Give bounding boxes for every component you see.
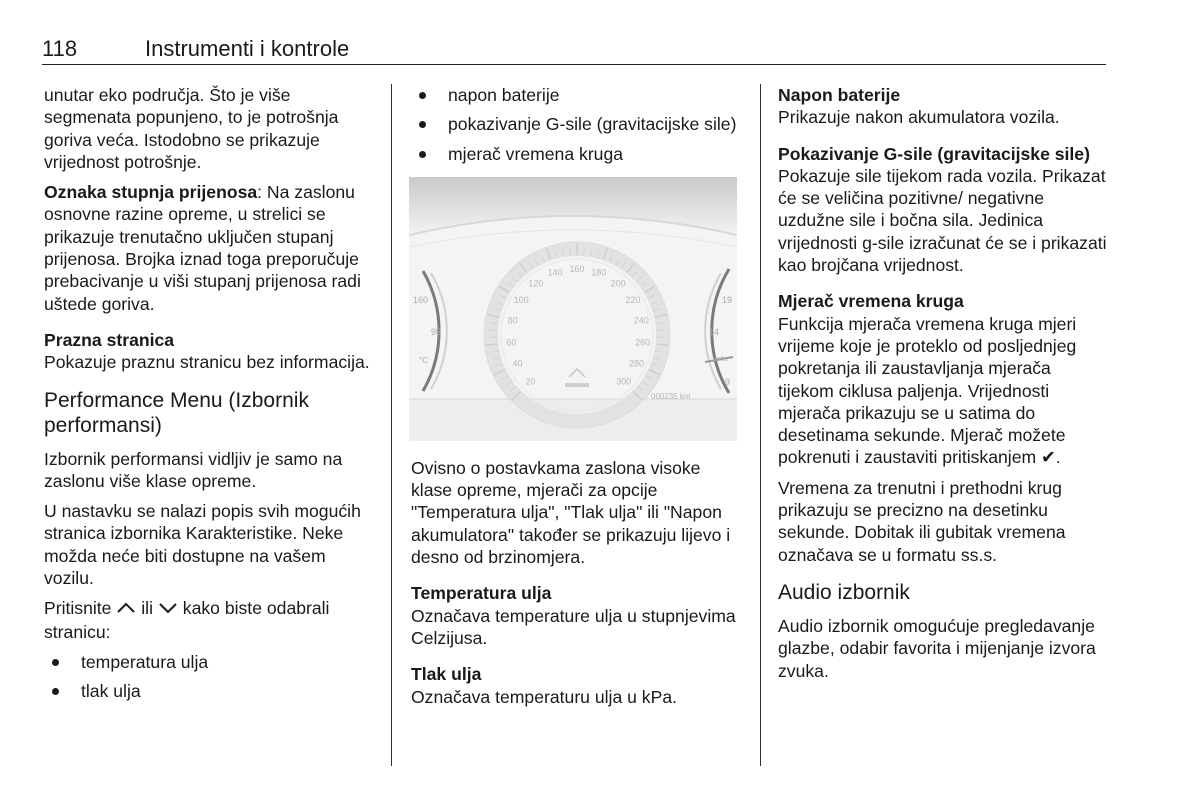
list-item-label: mjerač vremena kruga [448, 143, 624, 164]
left-gauge-tick: 95 [431, 326, 442, 337]
speedometer-tick-label: 20 [525, 376, 536, 387]
blank-page-text: Pokazuje praznu stranicu bez informacija. [44, 352, 370, 373]
check-icon: ✔ [1041, 447, 1056, 468]
right-gauge-tick: 19 [722, 294, 733, 305]
column-divider [391, 84, 392, 766]
intro-paragraph: unutar eko područja. Što je više segmenata popunjeno, to je potrošnja goriva veća. Istodobno se prikazuje vrijednost potrošnje. [44, 85, 339, 172]
page-header [42, 34, 1106, 65]
performance-paragraph-2: U nastavku se nalazi popis svih mogućih stranica izbornika Karakteristike. Neke možda neće biti dostupne na vašem vozilu. [44, 501, 361, 589]
lap-timer-paragraph [778, 313, 1110, 469]
speedometer-tick-label: 120 [528, 278, 544, 289]
speedometer-tick-label: 280 [628, 358, 645, 369]
chevron-down-icon [158, 598, 178, 620]
odometer-readout: 000235 km [651, 391, 691, 401]
oil-temperature-heading: Temperatura ulja [411, 583, 552, 604]
blank-page-heading: Prazna stranica [44, 329, 175, 350]
speedometer-tick-label: 200 [610, 278, 626, 289]
bullet-icon [52, 688, 59, 695]
performance-heading: Performance Menu (Izbornik performansi) [44, 388, 309, 437]
press-after: kako biste odabrali stranicu: [44, 598, 330, 642]
gauge-options-paragraph: Ovisno o postavkama zaslona visoke klase opreme, mjerači za opcije "Temperatura ulja", "Tlak ulja" ili "Napon akumulatora" također se prikazuju lijevo i desno od brzinomjera. [411, 457, 731, 568]
press-or: ili [141, 598, 153, 619]
list-item-label: napon baterije [448, 85, 560, 105]
speedometer-tick-label: 80 [507, 315, 518, 326]
right-gauge-unit: volts [713, 355, 728, 363]
gear-text: : Na zaslonu osnovne razine opreme, u strelici se prikazuje trenutačno uključen stupanj prijenosa. Brojka iznad toga preporučuje prebacivanje u viši stupanj prijenosa radi uštede goriva. [44, 182, 361, 314]
speedometer-tick-label: 260 [635, 337, 651, 348]
left-gauge-unit: °C [419, 355, 428, 365]
list-item [411, 143, 743, 165]
list-item [411, 84, 743, 106]
column-divider [760, 84, 761, 766]
list-item [411, 113, 743, 135]
instrument-cluster-illustration [409, 177, 737, 441]
battery-text: Prikazuje nakon akumulatora vozila. [778, 107, 1060, 128]
column-right [778, 84, 1110, 682]
lap-timer-paragraph-2: Vremena za trenutni i prethodni krug prikazuju se precizno na desetinku sekunde. Dobitak ili gubitak vremena označava se u formatu ss.s. [778, 477, 1066, 565]
column-left [44, 84, 374, 710]
speedometer-tick-label: 220 [625, 294, 641, 305]
speedometer-tick-label: 180 [591, 267, 607, 278]
oil-pressure-text: Označava temperaturu ulja u kPa. [411, 686, 678, 707]
lap-timer-text: Funkcija mjerača vremena kruga mjeri vrijeme koje je proteklo od posljednjeg pokretanja ili zaustavljanja mjerača tijekom ciklusa paljenja. Vrijednosti mjerača prikazuju se u satima do desetinama sekunde. Mjerač možete pokrenuti i zaustaviti pritiskanjem [778, 313, 1077, 468]
page-number: 118 [42, 36, 78, 61]
speedometer-tick-label: 100 [513, 294, 529, 305]
gear-label: Oznaka stupnja prijenosa [44, 182, 258, 203]
bullet-icon [52, 659, 59, 666]
performance-paragraph-1: Izbornik performansi vidljiv je samo na zaslonu više klase opreme. [44, 448, 343, 491]
speedometer-tick-label: 140 [547, 267, 563, 278]
gforce-text: Pokazuje sile tijekom rada vozila. Prikazat će se veličina pozitivne/ negativne uzdužne sile i bočna sila. Jedinica vrijednosti g-sile izračunat će se i prikazati kao brojčana vrijednost. [778, 165, 1107, 276]
gear-paragraph [44, 181, 374, 315]
gforce-heading: Pokazivanje G-sile (gravitacijske sile) [778, 143, 1090, 164]
page-list [44, 651, 374, 703]
page-list-continued [411, 84, 743, 165]
speedometer-tick-label: 300 [616, 376, 632, 387]
list-item-label: temperatura ulja [81, 651, 209, 672]
list-item [44, 680, 374, 702]
page-title: Instrumenti i kontrole [145, 36, 350, 61]
bullet-icon [419, 92, 426, 99]
audio-menu-heading: Audio izbornik [778, 580, 910, 604]
press-before: Pritisnite [44, 598, 112, 619]
list-item-label: tlak ulja [81, 681, 141, 702]
lap-timer-end: . [1055, 447, 1061, 468]
lap-timer-heading: Mjerač vremena kruga [778, 291, 964, 312]
battery-heading: Napon baterije [778, 85, 901, 105]
bullet-icon [419, 151, 426, 158]
speedometer-tick-label: 160 [569, 263, 585, 274]
speedometer-tick-label: 40 [512, 358, 523, 369]
chevron-up-icon [116, 598, 136, 620]
speedometer-tick-label: 240 [633, 315, 649, 326]
oil-pressure-heading: Tlak ulja [411, 664, 482, 685]
bullet-icon [419, 121, 426, 128]
speedometer-tick-label: 60 [506, 337, 517, 348]
press-instruction [44, 597, 374, 643]
left-gauge-tick: 160 [413, 294, 429, 305]
right-gauge-tick: 9 [725, 376, 731, 387]
oil-temperature-text: Označava temperature ulja u stupnjevima Celzijusa. [411, 605, 736, 648]
column-middle [411, 84, 743, 708]
audio-menu-text: Audio izbornik omogućuje pregledavanje glazbe, odabir favorita i mijenjanje izvora zvuka. [778, 615, 1096, 681]
list-item [44, 651, 374, 673]
list-item-label: pokazivanje G-sile (gravitacijske sile) [448, 114, 737, 135]
right-gauge-tick: 14 [709, 326, 720, 337]
cluster-svg [409, 177, 737, 441]
